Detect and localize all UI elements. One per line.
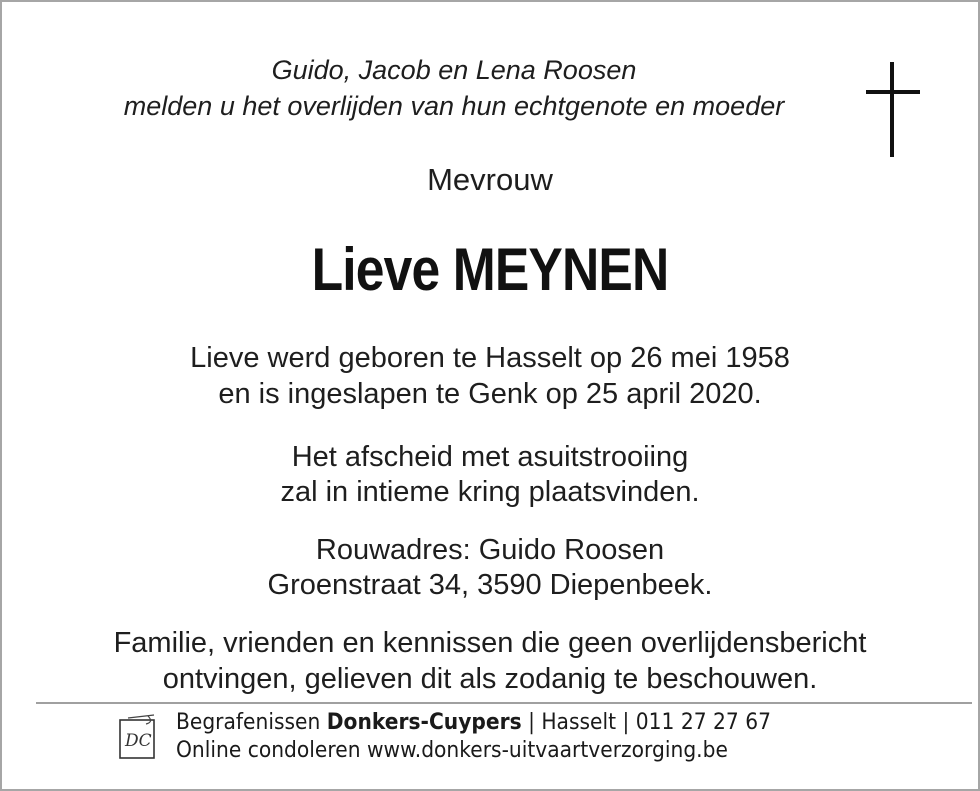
- company-name: Donkers-Cuypers: [326, 710, 522, 735]
- separator-2: |: [616, 710, 636, 735]
- company-prefix: Begrafenissen: [176, 710, 327, 735]
- farewell-line-2: zal in intieme kring plaatsvinden.: [280, 476, 700, 508]
- intro-line-1: Guido, Jacob en Lena Roosen: [271, 55, 637, 85]
- farewell-line-1: Het afscheid met asuitstrooiing: [291, 441, 689, 473]
- notice-line-2: ontvingen, gelieven dit als zodanig te beschouwen.: [162, 663, 818, 695]
- death-line: en is ingeslapen te Genk op 25 april 2020.: [218, 378, 762, 410]
- footer-divider: [36, 702, 972, 704]
- svg-text:DC: DC: [125, 731, 152, 751]
- deceased-name: Lieve MEYNEN: [311, 236, 669, 303]
- address-line-1: Rouwadres: Guido Roosen: [315, 534, 665, 566]
- website-link[interactable]: www.donkers-uitvaartverzorging.be: [366, 738, 728, 763]
- address-line-2: Groenstraat 34, 3590 Diepenbeek.: [267, 569, 713, 601]
- funeral-home-logo: [118, 714, 158, 760]
- online-label: Online condoleren: [176, 738, 367, 763]
- title-mevrouw: Mevrouw: [427, 162, 553, 197]
- separator-1: |: [521, 710, 542, 735]
- company-city: Hasselt: [541, 710, 617, 735]
- footer-online-line: [176, 738, 728, 763]
- company-phone: 011 27 27 67: [635, 710, 771, 735]
- intro-line-2: melden u het overlijden van hun echtgenote en moeder: [123, 91, 785, 121]
- footer-company-line: [176, 710, 771, 735]
- birth-line: Lieve werd geboren te Hasselt op 26 mei 1958: [190, 342, 790, 374]
- notice-line-1: Familie, vrienden en kennissen die geen overlijdensbericht: [113, 627, 867, 659]
